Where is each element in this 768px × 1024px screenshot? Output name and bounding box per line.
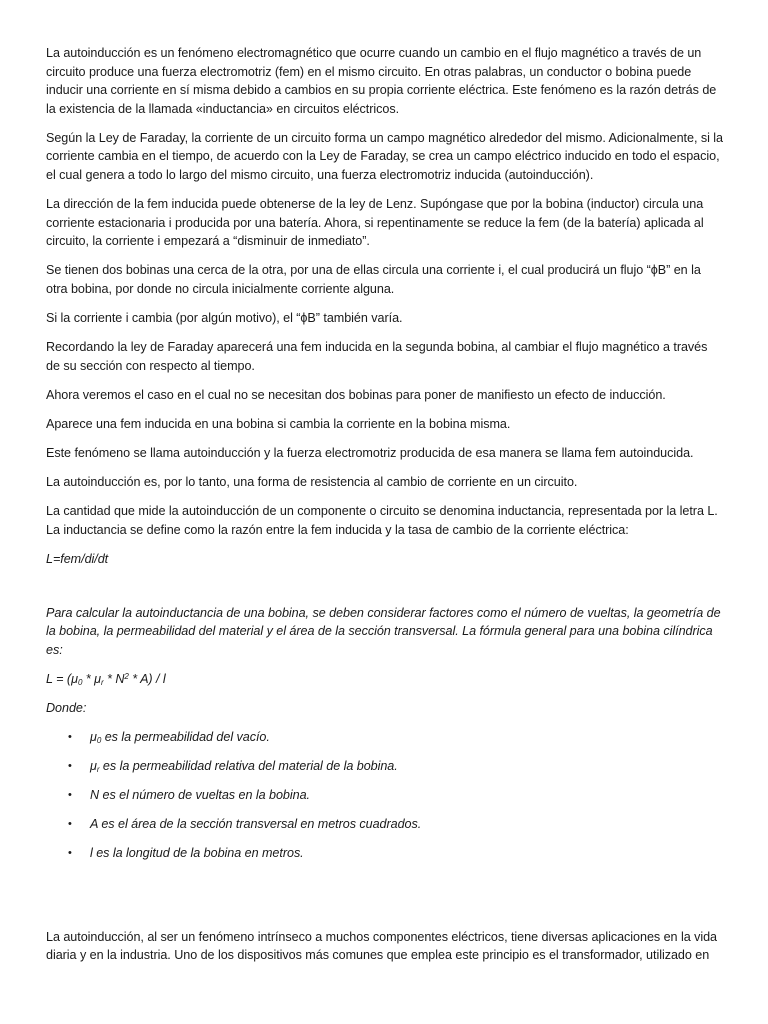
document-page — [46, 44, 724, 975]
general-formula-part: * μ — [82, 671, 101, 686]
general-formula-sub: 0 — [77, 677, 83, 687]
paragraph-current-change: Si la corriente i cambia (por algún motivo), el “ϕB” también varía. — [46, 311, 403, 326]
list-item-symbol: N — [90, 788, 100, 803]
list-item — [46, 757, 724, 776]
bullet-icon: • — [68, 760, 72, 773]
list-item — [46, 844, 724, 863]
general-formula-sub: r — [100, 677, 104, 687]
list-item-text: es el número de vueltas en la bobina. — [99, 788, 310, 803]
list-item-text: es la longitud de la bobina en metros. — [92, 846, 304, 861]
list-item — [46, 815, 724, 834]
inductance-formula — [46, 550, 724, 569]
paragraph-intro: La autoinducción es un fenómeno electromagnético que ocurre cuando un cambio en el flujo magnético a través de un circuito produce una fuerza electromotriz (fem) en el mismo circuito. En otras palabras, un conductor o bobina puede inducir una corriente en sí misma debido a cambios en su propia corriente eléctrica. Este fenómeno es la razón detrás de la existencia de la llamada «inductancia» en circuitos eléctricos. — [46, 46, 717, 116]
list-item — [46, 728, 724, 747]
list-item-symbol: μ — [90, 759, 97, 774]
bullet-icon: • — [68, 818, 72, 831]
paragraph-resistance: La autoinducción es, por lo tanto, una forma de resistencia al cambio de corriente en un circuito. — [46, 475, 578, 490]
list-item-subscript: r — [96, 765, 100, 775]
paragraph-induced-fem: Aparece una fem inducida en una bobina si cambia la corriente en la bobina misma. — [46, 417, 511, 431]
bullet-icon: • — [68, 789, 72, 802]
list-item-text: es la permeabilidad del vacío. — [101, 730, 270, 745]
donde-label: Donde: — [46, 700, 87, 715]
paragraph-faraday-second-coil: Recordando la ley de Faraday aparecerá una fem inducida en la segunda bobina, al cambiar el flujo magnético a través de su sección con respecto al tiempo. — [46, 340, 708, 373]
paragraph-faraday: Según la Ley de Faraday, la corriente de un circuito forma un campo magnético alrededor del mismo. Adicionalmente, si la corriente cambia en el tiempo, de acuerdo con la Ley de Faraday, se crea un campo eléctrico inducido en todo el espacio, el cual genera a todo lo largo del mismo circuito, una fuerza electromotriz inducida (autoinducción). — [46, 130, 723, 183]
general-formula-part: * A) / l — [128, 671, 166, 686]
paragraph-single-coil: Ahora veremos el caso en el cual no se necesitan dos bobinas para poner de manifiesto un efecto de inducción. — [46, 387, 666, 402]
general-formula — [46, 670, 724, 689]
variable-list — [46, 728, 724, 863]
list-item-symbol: A — [90, 817, 98, 832]
paragraph-inductance-definition: La cantidad que mide la autoinducción de un componente o circuito se denomina inductancia, representada por la letra L. La inductancia se define como la razón entre la fem inducida y la tasa de cambio de la corriente eléctrica: — [46, 504, 718, 537]
paragraph-lenz: La dirección de la fem inducida puede obtenerse de la ley de Lenz. Supóngase que por la bobina (inductor) circula una corriente estacionaria i producida por una batería. Ahora, si repentinamente se reduce la fem (de la batería) aplicada al circuito, la corriente i empezará a “disminuir de inmediato”. — [46, 197, 704, 249]
general-formula-part: L = (μ — [46, 671, 78, 686]
list-item-symbol: μ — [90, 730, 97, 745]
list-item-symbol: l — [90, 846, 93, 861]
general-formula-sup: 2 — [124, 671, 129, 681]
list-item — [46, 786, 724, 805]
paragraph-calculation-intro: Para calcular la autoinductancia de una bobina, se deben considerar factores como el número de vueltas, la geometría de la bobina, la permeabilidad del material y el área de la sección transversal. La fórmula general para una bobina cilíndrica es: — [46, 605, 721, 657]
paragraph-applications: La autoinducción, al ser un fenómeno intrínseco a muchos componentes eléctricos, tiene diversas aplicaciones en la vida diaria y en la industria. Uno de los dispositivos más comunes que emplea este principio es el transformador, utilizado en — [46, 929, 718, 963]
paragraph-autoinduction-name: Este fenómeno se llama autoinducción y la fuerza electromotriz producida de esa manera se llama fem autoinducida. — [46, 446, 694, 461]
general-formula-part: * N — [103, 671, 125, 686]
bullet-icon: • — [68, 731, 72, 744]
paragraph-two-coils: Se tienen dos bobinas una cerca de la otra, por una de ellas circula una corriente i, el cual producirá un flujo “ϕB” en la otra bobina, por donde no circula inicialmente corriente alguna. — [46, 263, 701, 297]
list-item-subscript: 0 — [96, 736, 102, 746]
formula-rest: =fem/di/dt — [52, 551, 109, 566]
list-item-text: es el área de la sección transversal en metros cuadrados. — [97, 817, 422, 832]
bullet-icon: • — [68, 847, 72, 860]
list-item-text: es la permeabilidad relativa del material de la bobina. — [99, 759, 398, 774]
formula-variable: L — [46, 551, 53, 566]
